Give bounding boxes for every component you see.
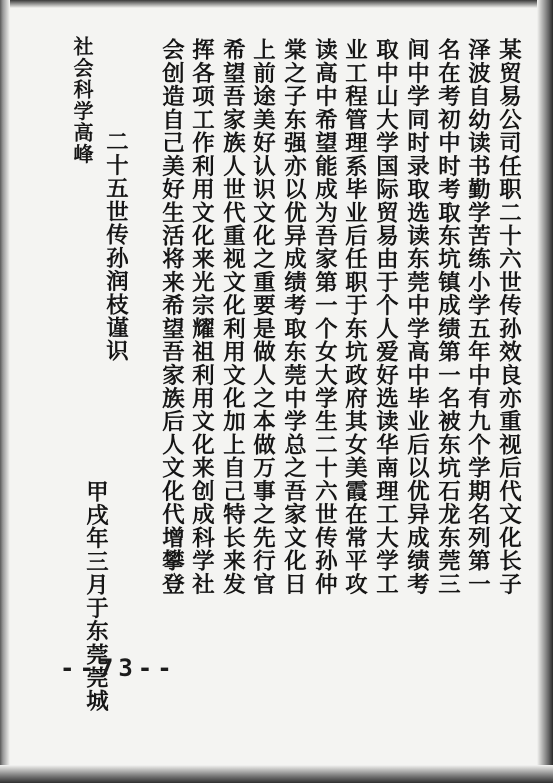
- scan-shadow-bottom: [0, 765, 553, 783]
- text-column-6: 业工程管理系毕业后任职于东坑政府其女美霞在常平攻: [341, 38, 368, 596]
- date-place-line: 甲戌年三月于东莞莞城: [82, 480, 109, 713]
- text-column-11: 挥各项工作利用文化来光宗耀祖利用文化来创成科学社: [188, 38, 215, 596]
- text-column-1: 某贸易公司任职二十六世传孙效良亦重视后代文化长子: [495, 38, 522, 596]
- scan-shadow-top: [0, 0, 553, 8]
- text-column-7: 读高中希望能成为吾家第一个女大学生二十六世传孙仲: [311, 38, 338, 596]
- page-number: --73--: [60, 654, 177, 682]
- text-column-10: 希望吾家族人世代重视文化利用文化加上自己特长来发: [219, 38, 246, 596]
- text-column-4: 间中学同时录取选读东莞中学高中毕业后以优异成绩考: [403, 38, 430, 596]
- text-column-8: 棠之子东强亦以优异成绩考取东莞中学总之吾家文化日: [280, 38, 307, 596]
- scan-shadow-right: [537, 0, 553, 783]
- scan-shadow-left: [0, 0, 10, 783]
- text-column-13: 社会科学高峰: [70, 36, 94, 165]
- text-column-9: 上前途美好认识文化之重要是做人之本做万事之先行官: [249, 38, 276, 596]
- text-column-12: 会创造自己美好生活将来希望吾家族后人文化代增攀登: [158, 38, 185, 596]
- text-column-5: 取中山大学国际贸易由于个人爱好选读华南理工大学工: [372, 38, 399, 596]
- text-column-2: 泽波自幼读书勤学苦练小学五年中有九个学期名列第一: [464, 38, 491, 596]
- text-column-3: 名在考初中时考取东坑镇成绩第一名被东坑石龙东莞三: [434, 38, 461, 596]
- signature-line: 二十五世传孙润枝谨识: [102, 130, 129, 363]
